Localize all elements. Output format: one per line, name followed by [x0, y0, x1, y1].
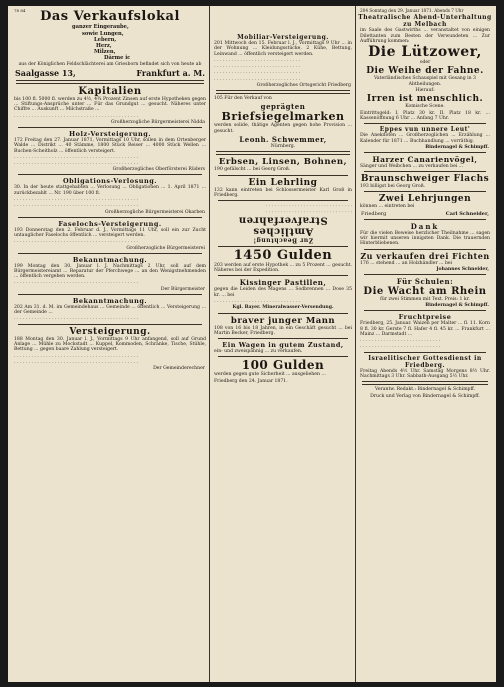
section-title: Für Schulen:	[396, 276, 454, 286]
section-title: Kissinger Pastillen,	[239, 278, 327, 288]
divider	[18, 294, 202, 295]
section-title: Ein Lehrling	[248, 177, 318, 188]
divider	[364, 171, 486, 172]
section-subtitle: zu Melbach	[403, 21, 447, 29]
left-column: 78 84 Das Verkaufslokal ganzer Eingeraube, sowie Lungen, Lebern, Herz, Milzen, Därme ic aus der Königlichen Feldschlächterei am Griesborn befindet sich von heute ab Saalgasse 13, Frankfurt a. M. Kapitalien bis 100 fl. 5000 fl. werden zu 4½, 4¾ Prozent Zinsen auf erste Hypotheken gegen ... Stiftungs-Ansprüche unter ... Für das Grundgut ... gesucht. Näheres unter Chiffre ... Auskunft ... Milchstraße ... . . . . . . . . . . . . . . . . . . . . . . . . . . . . . . . . . . . . . . . . . . . Großherzogliche Bürgermeisterei Nidda Holz-Versteigerung. 172 Freitag den 27. Januar 1871, Vormittags 10 Uhr, sollen in dem Ortenberger Walde ... Distrikt ... 40 Stämme, 1800 Stück Reiser ... 4000 Stück Wellen ... Buchen-Scheitholz ... öffentlich versteigert. . . . . . . . . . . . . . . . . . . . . . . . . . . . . . . . . . . . . . . . . . . . . . . . . . . . . . . . . . . . . . . . . . . . . . . . . . . . . . . . . . . . . . . Großherzogliches Oberförsterei Rüders Obligations-Verlosung. 30. In der heute stattgehabten ... Verlosung ... Obligationen ... 1. April 1871 ... zurückbezahlt ... Nr. 190 über 100 fl. . . . . . . . . . . . . . . . . . . . . . . . . . . . . . . . . . . . . . . . . . . . . . . . . . . . . . . . . . . . . . . . . . . . . . . . . . . . . . . . . . . . . . . Großherzogliche Bürgermeisterei Okarben Faselochs-Versteigerung. 193 Donnerstag den 2. Februar d. J., Vormittags 11 Uhr, soll ein zur Zucht untauglicher Faselochs öffentlich ... versteigert werden. . . . . . . . . . . . . . . . . . . . . . . . . . . . . . . . . . . . . . . . . . . . Großherzogliche Bürgermeisterei Bekanntmachung. 199 Montag den 30. Januar l. J. Nachmittags 2 Uhr, soll auf dem Bürgermeistereiamt ... Reparatur der Pferchwege ... an den Wenigstnehmenden ... öffentlich vergeben werden. . . . . . . . . . . . . . . . . . . . . . . . . . . . . . . . . . . . . . . . . . . . Der Bürgermeister Bekanntmachung. 202 Am 31. d. M. im Gemeindehaus ... Gemeinde ... öffentlich ... Versteigerung ... der Gemeinde ... . . . . . . . . . . . . . . . . . . . . . . . . . . . . . . . . . . . . . . . . . . . Versteigerung. 188 Montag den 30. Januar l. J., Vormittags 9 Uhr anfangend, soll auf Grund Anlage ... Mühle zu Mockstadt ... Kuppel, Kommoden, Schränke, Tische, Stühle, Bettung ... gegen baare Zahlung versteigert. . . . . . . . . . . . . . . . . . . . . . . . . . . . . . . . . . . . . . . . . . . . . . . . . . . . . . . . . . . . . . . . . . . . . . . . . . . . . . . . . . . . . . . Der Gemeinderechner	[14, 8, 206, 372]
section-title: Harzer Canarienvögel,	[372, 154, 478, 164]
inverted-big-title: Amtliches Strafverfahren	[238, 214, 328, 237]
section-body: 193 billigst bei Georg Groß.	[360, 184, 426, 190]
signature: Großherzogliche Bürgermeisterei	[126, 245, 205, 251]
divider	[16, 80, 204, 84]
divider	[18, 324, 202, 325]
signature: Großherzogliches Ortsgericht Friedberg	[256, 83, 351, 89]
ad-line: aus der Königlichen Feldschlächterei am Griesborn befindet sich von heute ab	[18, 61, 202, 67]
section-body: Friedberg, 25. Januar. Waizen per Malter ... fl. 11. Korn 8 fl. 30 kr. Gerste 7 fl. Hafer 4 fl. 45 kr. ... Frankfurt ... Mainz ... Darmstadt ...	[360, 321, 490, 337]
play-title: Die Lützower,	[368, 44, 482, 61]
divider	[218, 356, 348, 357]
ad-title: Die Wacht am Rhein	[363, 285, 487, 297]
divider	[364, 191, 486, 192]
section-title: Eppes vun unnere Leut'	[379, 126, 471, 134]
play-title: Die Weihe der Fahne.	[366, 66, 484, 77]
divider	[218, 338, 348, 339]
firm-name: Kgl. Bayer. Mineralwasser-Versendung.	[232, 305, 334, 311]
firm-name: Johannes Schneider,	[436, 266, 489, 272]
goods-item: sowie Lungen,	[82, 30, 124, 37]
ad-title: Das Verkaufslokal	[40, 9, 180, 25]
signature: Großherzogliche Bürgermeisterei Okarben	[104, 209, 205, 215]
section-body: 201 Mittwoch den 15. Februar l. J., Vormittags 9 Uhr ... in der Wohnung ... Kleidungsstücke, 2 Kühe, Bettung, Leinwand ... öffentlich versteigert werden.	[214, 41, 352, 57]
goods-item: Herz,	[96, 42, 112, 49]
header-date: 204 Sonntag den 29. Januar 1871. Abends 7 Uhr	[360, 8, 464, 13]
section-title: Bekanntmachung.	[72, 296, 148, 305]
section-title: Theatralische Abend-Unterhaltung	[358, 14, 492, 22]
section-body: 188 Montag den 30. Januar l. J., Vormittags 9 Uhr anfangend, soll auf Grund Anlage ... Mühle zu Mockstadt ... Kuppel, Kommoden, Schränke, Tische, Stühle, Bettung ... gegen baare Zahlung versteigert.	[14, 336, 206, 353]
section-body: 108 von 16 bis 18 Jahren, in ein Geschäft gesucht ... bei Martin Becker, Friedberg.	[214, 325, 352, 336]
section-body: 190 gefälscht ... bei Georg Groß.	[214, 167, 291, 173]
section-body: Eintrittsgeld: I. Platz 30 kr. II. Platz 18 kr. ... Kassenöffnung 6 Uhr ... Anfang 7 Uhr.	[360, 110, 490, 121]
section-date: Friedberg den 24. Januar 1871.	[214, 378, 288, 384]
section-title: Bekanntmachung.	[72, 255, 148, 264]
section-title: Holz-Versteigerung.	[69, 130, 151, 138]
section-body: gegen die Leiden des Magens ... Sodbrennen ... Dose 35 kr. ... bei	[214, 287, 352, 298]
firm-name: Bindernagel & Schimpff.	[425, 303, 489, 309]
ad-title: braver junger Mann	[230, 315, 336, 326]
firm-city: Friedberg	[361, 210, 387, 217]
section-body: 132 kann eintreten bei Schlossermeister Karl Groß in Friedberg.	[214, 187, 352, 198]
divider	[216, 90, 350, 94]
middle-column: Mobiliar-Versteigerung. 201 Mittwoch den 15. Februar l. J., Vormittags 9 Uhr ... in der Wohnung ... Kleidungsstücke, 2 Kühe, Bettung, Leinwand ... öffentlich versteigert werden. . . . . . . . . . . . . . . . . . . . . . . . . . . . . . . . . . . . . . . . . . . . . . . . . . . . . . . . . . . . . . . . . . . . . . . . . . . . . . . . . . . . . . . . . . . . . . . . . . . . . . . . . . . . . . . . . . . . . . . . . Großherzogliches Ortsgericht Friedberg 105 Für den Verkauf von geprägten Briefsiegelmarken werden solide, thätige Agenten gegen hohe Provision ... gesucht. Leonh. Schwemmer, Nürnberg. Erbsen, Linsen, Bohnen, 190 gefälscht ... bei Georg Groß. Ein Lehrling 132 kann eintreten bei Schlossermeister Karl Groß in Friedberg. Zur Beachtung! Amtliches Strafverfahren . . . . . . . . . . . . . . . . . . . . . . . . . . . . . . . . . . . . . . . . . . . . . . . . . . . . . . . . . . . . 1450 Gulden 203 werden auf erste Hypothek ... zu 5 Prozent ... gesucht. Näheres bei der Expedition. Kissinger Pastillen, gegen die Leiden des Magens ... Sodbrennen ... Dose 35 kr. ... bei . . . . . . . . . . . . . . . . . . . . . . . . . . . . . . Kgl. Bayer. Mineralwasser-Versendung. braver junger Mann 108 von 16 bis 18 Jahren, in ein Geschäft gesucht ... bei Martin Becker, Friedberg. Ein Wagen in gutem Zustand, ein- und zweispännig ... zu verkaufen. 100 Gulden werden gegen gute Sicherheit ... ausgeliehen ... Friedberg den 24. Januar 1871.	[214, 34, 352, 384]
ad-title: 1450 Gulden	[233, 247, 333, 263]
section-body: ein- und zweispännig ... zu verkaufen.	[214, 349, 303, 355]
ad-subtitle: geprägten	[260, 102, 306, 112]
page-number: 78 84	[14, 8, 26, 13]
inverted-title: Zur Beachtung!	[252, 236, 314, 244]
newspaper-page	[8, 6, 496, 682]
goods-item: Därme ic	[104, 55, 131, 62]
divider	[18, 253, 202, 254]
signature: Der Gemeinderechner	[153, 366, 205, 372]
signature: Großherzogliches Oberförsterei Rüders	[112, 167, 205, 173]
ad-title: Erbsen, Linsen, Bohnen,	[218, 157, 348, 168]
goods-list	[72, 24, 208, 61]
section-title: Dank	[410, 221, 440, 231]
divider	[362, 381, 488, 385]
divider	[218, 275, 348, 276]
section-body: 203 werden auf erste Hypothek ... zu 5 Prozent ... gesucht. Näheres bei der Expedition.	[214, 262, 352, 274]
goods-item: Lebern,	[94, 36, 117, 43]
section-body: bis 100 fl. 5000 fl. werden zu 4½, 4¾ Prozent Zinsen auf erste Hypotheken gegen ... Stiftungs-Ansprüche unter ... Für das Grundgut ... gesucht. Näheres unter Chiffre ... Auskunft ... Milchstraße ...	[14, 96, 206, 113]
section-body: 176 ... stehend ... an Holzhändler ... bei	[360, 260, 453, 266]
section-body: Sänger und Weibchen ... zu verkaufen bei ...	[360, 163, 464, 169]
section-title: Faselochs-Versteigerung.	[58, 219, 162, 228]
divider	[364, 310, 486, 311]
section-body: werden gegen gute Sicherheit ... ausgeliehen ...	[214, 372, 326, 378]
ad-title: Braunschweiger Flachs	[360, 174, 490, 185]
column-rule	[355, 6, 356, 682]
section-title: Israelitischer Gottesdienst in Friedberg.	[368, 354, 482, 369]
section-title: Mobiliar-Versteigerung.	[237, 34, 329, 41]
firm-name: Bindernagel & Schimpff.	[425, 144, 489, 150]
goods-item: Milzen,	[94, 49, 116, 56]
divider	[18, 217, 202, 218]
ad-title: Zu verkaufen drei Fichten	[360, 250, 490, 261]
play-title: Irren ist menschlich.	[366, 94, 484, 105]
divider	[18, 127, 202, 128]
divider	[216, 151, 350, 155]
ad-title: Zwei Lehrjungen	[378, 194, 472, 205]
right-column: 204 Sonntag den 29. Januar 1871. Abends 7 Uhr Theatralische Abend-Unterhaltung zu Melbach im Saale des Gastwirths ... veranstaltet von einigen Dilettanten zum Besten der Verwundeten ... Zur Aufführung kommen: Die Lützower, oder Die Weihe der Fahne. Vaterländisches Schauspiel mit Gesang in 3 Abtheilungen. Hierauf: Irren ist menschlich. Komische Scene. Eintrittsgeld: I. Platz 30 kr. II. Platz 18 kr. ... Kassenöffnung 6 Uhr ... Anfang 7 Uhr. Eppes vun unnere Leut' Die Anekdoten ... Großherzoglichen ... Erzählung ... Kalender für 1871 ... Buchhandlung ... vorräthig. Bindernagel & Schimpff. Harzer Canarienvögel, Sänger und Weibchen ... zu verkaufen bei ... Braunschweiger Flachs 193 billigst bei Georg Groß. Zwei Lehrjungen können ... eintreten bei Friedberg Carl Schneider, Dank Für die vielen Beweise herzlicher Theilnahme ... sagen wir hiermit unseren innigsten Dank. Die trauernden Hinterbliebenen. Zu verkaufen drei Fichten 176 ... stehend ... an Holzhändler ... bei Johannes Schneider, Für Schulen: Die Wacht am Rhein für zwei Stimmen mit Text. Preis: 1 kr. Bindernagel & Schimpff. Fruchtpreise Friedberg, 25. Januar. Waizen per Malter ... fl. 11. Korn 8 fl. 30 kr. Gerste 7 fl. Hafer 4 fl. 45 kr. ... Frankfurt ... Mainz ... Darmstadt ... . . . . . . . . . . . . . . . . . . . . . . . . . . . . . . . . . . . . . . . . . . . . . . . . . . . . . . . . Israelitischer Gottesdienst in Friedberg. Freitag Abends 4½ Uhr. Samstag Morgens 8½ Uhr. Nachmittags 3 Uhr. Sabbath-Ausgang 5½ Uhr. Verantw. Redakt.: Bindernagel & Schimpff. Druck und Verlag von Bindernagel & Schimpff.	[358, 8, 492, 399]
firm-name: Leonh. Schwemmer,	[239, 134, 327, 144]
section-body: Für die vielen Beweise herzlicher Theilnahme ... sagen wir hiermit unseren innigsten Dank. Die trauernden Hinterbliebenen.	[360, 230, 490, 247]
firm-line	[361, 211, 489, 217]
divider	[218, 313, 348, 314]
play-or: oder	[419, 60, 431, 66]
divider	[364, 152, 486, 153]
ad-title: 100 Gulden	[241, 358, 325, 373]
section-body: für zwei Stimmen mit Text. Preis: 1 kr.	[380, 296, 470, 302]
footer-line: Druck und Verlag von Bindernagel & Schimpff.	[370, 393, 480, 399]
inverted-ad: Zur Beachtung! Amtliches Strafverfahren . . . . . . . . . . . . . . . . . . . . . . . . . . . . . . . . . . . . . . . . . . . . . . . . . . . . . . . . . . . .	[212, 203, 354, 244]
play-subtitle: Komische Scene.	[405, 104, 445, 110]
section-body: 199 Montag den 30. Januar l. J. Nachmittags 2 Uhr, soll auf dem Bürgermeistereiamt ... Reparatur der Pferchwege ... an den Wenigstnehmenden ... öffentlich vergeben werden.	[14, 263, 206, 280]
section-body: werden solide, thätige Agenten gegen hohe Provision ... gesucht.	[214, 123, 352, 134]
column-rule	[209, 6, 210, 682]
address-street: Saalgasse 13,	[15, 67, 76, 78]
section-body: 193 Donnerstag den 2. Februar d. J., Vormittags 11 Uhr, soll ein zur Zucht untauglicher Faselochs öffentlich ... versteigert werden.	[14, 227, 206, 238]
section-body: Freitag Abends 4½ Uhr. Samstag Morgens 8½ Uhr. Nachmittags 3 Uhr. Sabbath-Ausgang 5½ Uhr.	[360, 368, 490, 380]
play-then: Hierauf:	[415, 88, 435, 94]
section-title: Obligations-Verlosung.	[62, 177, 158, 186]
signature: Der Bürgermeister	[160, 286, 205, 292]
firm-city: Nürnberg.	[270, 143, 296, 149]
section-title: Fruchtpreise	[398, 313, 452, 322]
address-city: Frankfurt a. M.	[136, 67, 205, 78]
signature: Großherzogliche Bürgermeisterei Nidda	[110, 120, 205, 125]
divider	[364, 219, 486, 220]
play-subtitle: Vaterländisches Schauspiel mit Gesang in 3 Abtheilungen.	[374, 76, 476, 87]
divider	[364, 352, 486, 353]
divider	[18, 174, 202, 175]
section-body: 172 Freitag den 27. Januar 1871, Vormittags 10 Uhr, sollen in dem Ortenberger Walde ... Distrikt ... 40 Stämme, 1800 Stück Reiser ... 4000 Stück Wellen ... Buchen-Scheitholz ... öffentlich versteigert.	[14, 138, 206, 154]
firm-name: Carl Schneider,	[445, 210, 489, 217]
section-title: Kapitalien	[78, 85, 142, 97]
section-body: im Saale des Gastwirths ... veranstaltet von einigen Dilettanten zum Besten der Verwundeten ... Zur Aufführung kommen:	[360, 28, 490, 44]
ad-title: Briefsiegelmarken	[221, 110, 345, 124]
ad-intro: 105 Für den Verkauf von	[214, 96, 272, 102]
section-title: Ein Wagen in gutem Zustand,	[222, 341, 344, 350]
section-body: 30. In der heute stattgehabten ... Verlosung ... Obligationen ... 1. April 1871 ... zurückbezahlt ... Nr. 190 über 100 fl.	[14, 185, 206, 196]
divider	[364, 274, 486, 275]
divider	[364, 249, 486, 250]
footer-line: Verantw. Redakt.: Bindernagel & Schimpff.	[374, 387, 476, 393]
section-body: können ... eintreten bei	[360, 204, 415, 210]
address-line	[15, 68, 205, 78]
section-body: Die Anekdoten ... Großherzoglichen ... Erzählung ... Kalender für 1871 ... Buchhandlung ... vorräthig.	[360, 133, 490, 144]
divider	[218, 246, 348, 247]
section-title: Versteigerung.	[69, 326, 151, 337]
section-body: 202 Am 31. d. M. im Gemeindehaus ... Gemeinde ... öffentlich ... Versteigerung ... der Gemeinde ...	[14, 304, 206, 316]
divider	[364, 123, 486, 124]
goods-item: ganzer Eingeraube,	[72, 24, 129, 31]
divider	[218, 200, 348, 201]
divider	[218, 175, 348, 176]
